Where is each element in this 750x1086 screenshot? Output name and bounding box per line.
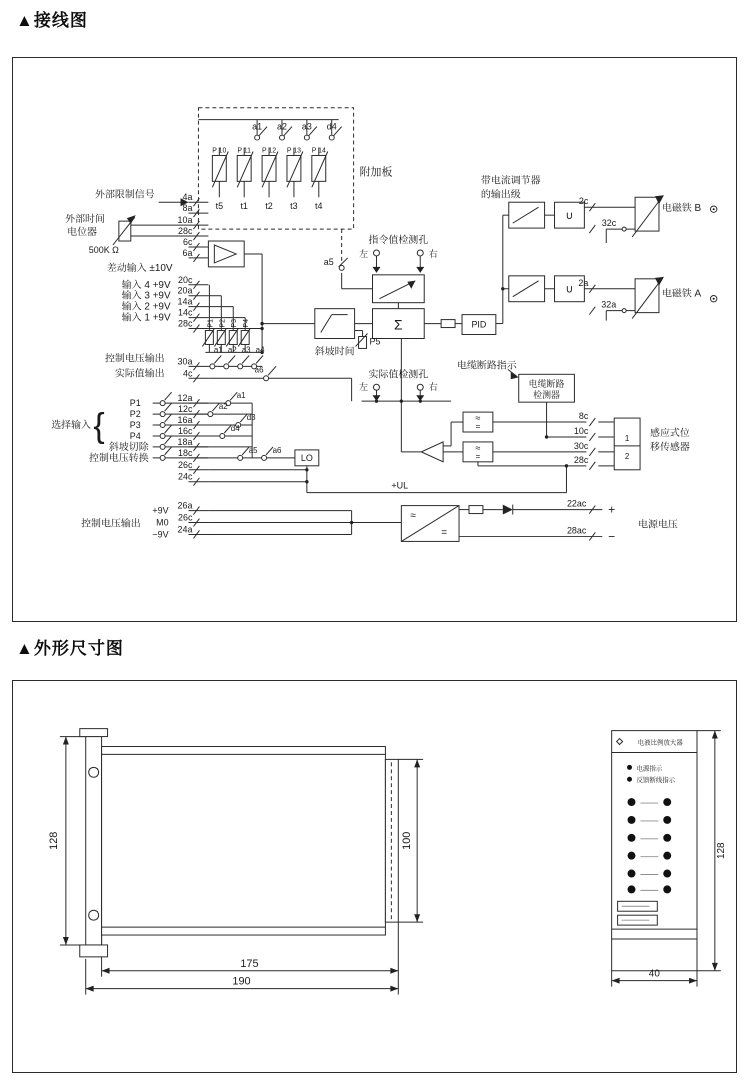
diagram-label: 4a [182, 192, 193, 203]
diagram-polygon [390, 968, 398, 974]
diagram-label: P 14 [311, 147, 326, 155]
diagram-label: 电源电压 [638, 519, 678, 531]
diagram-label: 附加板 [359, 166, 393, 179]
diagram-circle [628, 834, 636, 842]
diagram-label: { [93, 406, 105, 445]
diagram-label: P5 [369, 336, 381, 347]
diagram-label: t1 [240, 201, 248, 212]
diagram-circle [663, 798, 671, 806]
diagram-line [165, 447, 172, 455]
diagram-circle [160, 455, 165, 460]
wiring-diagram-frame [12, 57, 737, 622]
diagram-line [589, 225, 595, 233]
diagram-circle [627, 777, 632, 782]
diagram-polygon [421, 442, 443, 462]
diagram-label: 40 [648, 968, 660, 980]
diagram-polygon [390, 986, 398, 992]
diagram-polygon [63, 737, 69, 745]
diagram-line [165, 425, 172, 433]
diagram-label: a2 [277, 121, 287, 132]
diagram-rect [509, 202, 545, 228]
diagram-label: 检测器 [533, 390, 560, 401]
diagram-label: 10a [177, 215, 193, 226]
diagram-line [589, 418, 595, 426]
diagram-polygon [63, 937, 69, 945]
diagram-label: 26a [177, 500, 193, 511]
diagram-label: 28c [178, 226, 193, 237]
diagram-label: t4 [315, 201, 323, 212]
diagram-label: a1 [252, 121, 263, 132]
diagram-circle [663, 870, 671, 878]
diagram-circle [565, 464, 568, 467]
diagram-line [589, 433, 595, 441]
diagram-circle [628, 885, 636, 893]
diagram-label: 24c [178, 471, 193, 482]
diagram-label: d3 [246, 413, 256, 423]
diagram-label: 控制电压转换 [89, 452, 149, 464]
diagram-circle [210, 364, 215, 369]
diagram-label: = [475, 451, 481, 461]
diagram-label: +UL [391, 480, 409, 491]
dimension-drawing [13, 681, 733, 1069]
diagram-rect [287, 155, 301, 181]
diagram-label: 电缆断路 [528, 379, 565, 390]
diagram-label: 10c [573, 425, 589, 436]
diagram-label: P1 [129, 398, 141, 409]
diagram-rect [237, 155, 251, 181]
wiring-geometry [113, 108, 717, 542]
diagram-label: 16a [177, 415, 193, 426]
diagram-label: t5 [215, 201, 224, 212]
diagram-label: P 10 [212, 147, 227, 155]
diagram-label: +9V [152, 505, 169, 516]
diagram-label: 26c [178, 512, 193, 523]
diagram-label: a2 [227, 345, 237, 355]
diagram-label: 16c [178, 425, 193, 436]
diagram-label: ∪ [565, 210, 574, 223]
diagram-label: 电位器 [67, 227, 97, 239]
diagram-label: 500K Ω [88, 244, 119, 255]
diagram-label: 32a [601, 299, 617, 310]
diagram-label: P2 [219, 319, 227, 328]
diagram-label: 斜坡切除 [108, 441, 149, 453]
diagram-label: P3 [129, 420, 141, 431]
diagram-label: 反馈断线指示 [636, 777, 676, 785]
diagram-label: 32c [601, 218, 617, 229]
diagram-circle [339, 265, 344, 270]
diagram-circle [373, 384, 379, 390]
diagram-polygon [712, 963, 718, 971]
diagram-label: ≈ [410, 510, 417, 522]
diagram-label: 26c [178, 459, 193, 470]
diagram-label: 20a [177, 285, 193, 296]
diagram-circle [663, 834, 671, 842]
diagram-circle [255, 135, 260, 140]
diagram-label: P3 [231, 319, 239, 328]
diagram-circle [501, 287, 504, 290]
diagram-label: t3 [290, 201, 298, 212]
diagram-polygon [414, 914, 420, 922]
diagram-label: 22ac [566, 498, 587, 509]
diagram-rect [441, 320, 455, 328]
diagram-rect [614, 418, 640, 470]
diagram-label: 100 [401, 831, 414, 850]
diagram-rect [212, 155, 226, 181]
diagram-label: a3 [241, 345, 251, 355]
diagram-label: = [441, 527, 448, 539]
diagram-label: 外部时间 [65, 214, 105, 226]
diagram-circle [419, 399, 422, 402]
diagram-label: 左 [359, 382, 369, 393]
diagram-circle [400, 399, 403, 402]
diagram-rect [262, 155, 276, 181]
diagram-circle [160, 444, 165, 449]
diagram-label: ≈ [475, 413, 481, 424]
diagram-label: t2 [265, 201, 273, 212]
diagram-label: 2c [578, 196, 589, 207]
diagram-label: ≈ [475, 442, 481, 453]
diagram-label: 电液比例放大器 [637, 739, 683, 747]
diagram-circle [663, 816, 671, 824]
diagram-label: a2 [218, 402, 228, 412]
diagram-label: 14c [178, 307, 193, 318]
diagram-rect [469, 506, 483, 514]
diagram-circle [417, 384, 423, 390]
diagram-label: 8a [182, 203, 193, 214]
diagram-circle [305, 480, 308, 483]
diagram-label: 2a [578, 277, 589, 288]
diagram-polygon [503, 505, 513, 515]
diagram-circle [262, 455, 267, 460]
diagram-rect [635, 279, 659, 313]
diagram-label: 电磁铁 A [661, 288, 702, 300]
diagram-polygon [414, 759, 420, 767]
diagram-rect [80, 729, 108, 737]
diagram-line [589, 448, 595, 456]
diagram-label: 选择输入 [51, 420, 92, 432]
diagram-line [256, 355, 263, 363]
diagram-label: 输入 4 +9V [121, 279, 171, 291]
diagram-line [228, 355, 235, 363]
diagram-circle [160, 412, 165, 417]
diagram-label: a6 [272, 445, 282, 455]
diagram-label: 12a [177, 393, 193, 404]
diagram-polygon [102, 968, 110, 974]
diagram-polygon [416, 267, 424, 273]
diagram-circle [238, 455, 243, 460]
diagram-label: P 13 [286, 147, 302, 155]
diagram-label: a6 [254, 365, 264, 375]
diagram-label: 右 [428, 382, 438, 393]
diagram-circle [350, 521, 353, 524]
diagram-circle [329, 135, 334, 140]
diagram-circle [224, 364, 229, 369]
diagram-label: 电缆断路指示 [457, 360, 517, 372]
diagram-label: PID [471, 319, 487, 330]
diagram-polygon [689, 978, 697, 984]
diagram-circle [622, 227, 626, 231]
diagram-polygon [86, 986, 94, 992]
diagram-circle [238, 364, 243, 369]
diagram-circle [89, 910, 99, 920]
diagram-label: 18a [177, 436, 193, 447]
diagram-circle [280, 135, 285, 140]
diagram-label: − [608, 529, 616, 544]
diagram-label: P1 [207, 319, 215, 328]
diagram-label: M0 [156, 517, 169, 528]
diagram-circle [713, 298, 715, 300]
diagram-label: 带电流调节器 [480, 175, 541, 187]
diagram-circle [304, 135, 309, 140]
diagram-circle [628, 870, 636, 878]
diagram-circle [160, 433, 165, 438]
diagram-circle [220, 433, 225, 438]
diagram-label: a1 [236, 391, 246, 401]
diagram-label: 感应式位 [650, 427, 690, 439]
diagram-label: LO [300, 452, 313, 463]
diagram-circle [89, 767, 99, 777]
diagram-label: 电源指示 [636, 765, 663, 773]
diagram-circle [373, 250, 379, 256]
diagram-line [589, 462, 595, 470]
diagram-line [165, 414, 172, 422]
diagram-label: 左 [359, 248, 369, 259]
diagram-label: 8c [578, 411, 589, 422]
diagram-circle [622, 309, 626, 313]
diagram-label: a1 [213, 345, 223, 355]
diagram-label: a3 [301, 121, 312, 132]
diagram-rect [102, 746, 386, 935]
diagram-polygon [612, 978, 620, 984]
diagram-label: ∪ [565, 283, 574, 296]
diagram-circle [627, 765, 632, 770]
diagram-label: 输入 3 +9V [121, 290, 171, 302]
diagram-label: 电磁铁 B [661, 203, 702, 215]
diagram-label: 指令值检测孔 [368, 235, 429, 247]
diagram-label: 30a [177, 356, 193, 367]
diagram-line [165, 403, 172, 411]
diagram-label: 差动输入 ±10V [106, 262, 173, 274]
diagram-label: 28c [178, 318, 193, 329]
diagram-label: 4c [183, 368, 193, 379]
diagram-circle [260, 327, 263, 330]
diagram-label: 1 [624, 433, 630, 443]
diagram-label: d4 [326, 121, 337, 132]
diagram-circle [264, 376, 269, 381]
diagram-circle [628, 816, 636, 824]
diagram-label: d4 [230, 424, 240, 434]
diagram-label: 12c [178, 404, 193, 415]
dimension-geometry [60, 729, 721, 995]
diagram-label: 6a [182, 247, 193, 258]
diagram-rect [312, 155, 326, 181]
diagram-circle [628, 798, 636, 806]
diagram-label: 6c [183, 236, 193, 247]
diagram-label: 输入 1 +9V [121, 312, 171, 324]
diagram-circle [208, 412, 213, 417]
diagram-line [268, 366, 276, 375]
diagram-circle [160, 423, 165, 428]
diagram-circle [160, 401, 165, 406]
diagram-line [165, 436, 172, 444]
diagram-label: 斜坡时间 [314, 346, 355, 358]
diagram-label: 190 [232, 975, 251, 988]
diagram-label: 28ac [566, 525, 587, 536]
diagram-circle [417, 250, 423, 256]
diagram-circle [713, 208, 715, 210]
diagram-label: 128 [715, 842, 727, 859]
diagram-label: 2 [624, 451, 630, 461]
diagram-label: P2 [129, 409, 141, 420]
diagram-circle [375, 399, 378, 402]
diagram-label: 14a [177, 296, 193, 307]
diagram-label: 控制电压输出 [104, 353, 165, 365]
diagram-rect [509, 276, 545, 302]
diagram-label: P 11 [237, 147, 252, 155]
diagram-label: a5 [248, 445, 258, 455]
wiring-section-title: ▲接线图 [16, 11, 88, 30]
diagram-label: 28c [573, 454, 589, 465]
dimension-drawing-frame [12, 680, 737, 1073]
wiring-diagram [13, 58, 733, 618]
diagram-rect [315, 309, 355, 339]
diagram-circle [628, 852, 636, 860]
diagram-label: P4 [129, 430, 141, 441]
diagram-label: 输入 2 +9V [121, 301, 171, 313]
diagram-label: −9V [152, 529, 169, 540]
dimension-section-title: ▲外形尺寸图 [16, 639, 124, 658]
diagram-label: 移传感器 [650, 441, 690, 453]
diagram-label: P 12 [261, 147, 277, 155]
diagram-line [242, 355, 249, 363]
diagram-rect [635, 197, 659, 231]
diagram-label: 实际值检测孔 [368, 369, 429, 381]
diagram-label: a4 [255, 345, 265, 355]
diagram-label: P4 [243, 319, 251, 328]
diagram-label: 30c [573, 440, 589, 451]
diagram-label: 128 [47, 831, 60, 850]
diagram-label: + [608, 502, 616, 517]
diagram-label: 18c [178, 447, 193, 458]
diagram-line [214, 355, 221, 363]
diagram-rect [80, 945, 108, 957]
diagram-label: 实际值输出 [114, 368, 165, 380]
diagram-circle [545, 435, 548, 438]
diagram-label: 右 [428, 248, 438, 259]
diagram-circle [663, 885, 671, 893]
diagram-circle [260, 322, 263, 325]
diagram-label: 20c [178, 274, 193, 285]
diagram-polygon [712, 731, 718, 739]
diagram-label: Σ [394, 316, 403, 333]
diagram-label: = [475, 422, 481, 432]
diagram-circle [305, 468, 308, 471]
diagram-polygon [511, 372, 519, 379]
diagram-label: 175 [240, 957, 259, 970]
diagram-label: 外部限制信号 [95, 189, 155, 201]
diagram-line [589, 307, 595, 315]
diagram-label: a5 [323, 256, 334, 267]
diagram-circle [663, 852, 671, 860]
diagram-polygon [373, 267, 381, 273]
diagram-label: 24a [177, 524, 193, 535]
diagram-line [165, 392, 172, 400]
diagram-label: 控制电压输出 [81, 518, 141, 530]
diagram-label: 的输出级 [480, 189, 521, 201]
